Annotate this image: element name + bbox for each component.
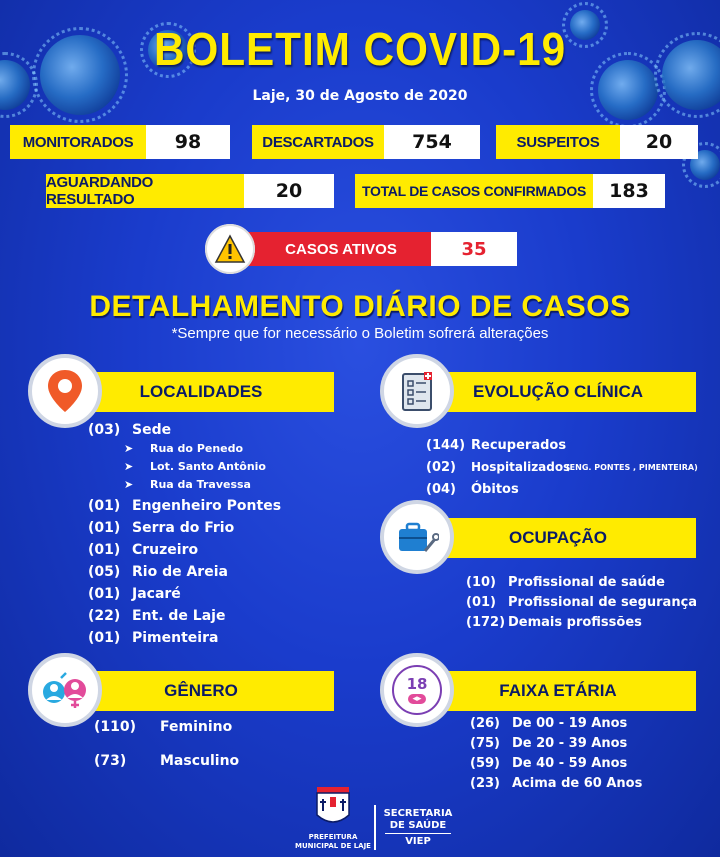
bullet-arrow-icon: ➤ [124, 460, 134, 473]
gender-icon [28, 653, 102, 727]
stat-label: CASOS ATIVOS [241, 232, 431, 266]
prefeitura-label: PREFEITURA [308, 833, 358, 841]
street-item: Lot. Santo Antônio [150, 460, 266, 473]
bullet-arrow-icon: ➤ [124, 478, 134, 491]
list-item-name: Pimenteira [132, 630, 219, 646]
ocupacao-count: (01) [466, 595, 496, 610]
stat-label: MONITORADOS [10, 125, 146, 159]
secretaria-label: DE SAÚDE [389, 820, 447, 831]
stat-value: 754 [384, 125, 480, 159]
stat-value: 183 [593, 174, 665, 208]
list-item-count: (22) [88, 608, 121, 624]
footer-divider [374, 805, 376, 850]
faixa-count: (75) [470, 736, 500, 751]
detail-subtitle: *Sempre que for necessário o Boletim sofrerá alterações [171, 325, 549, 342]
localidades-title: LOCALIDADES [68, 372, 334, 412]
list-item-count: (01) [88, 542, 121, 558]
prefeitura-logo [313, 787, 353, 831]
toolbox-icon [380, 500, 454, 574]
genero-count: (110) [94, 719, 137, 735]
stat-descartados [252, 125, 480, 159]
faixa-count: (26) [470, 716, 500, 731]
evolucao-count: (144) [426, 438, 466, 453]
arrows-icon: ◂▸ [408, 694, 425, 704]
stat-monitorados [10, 125, 230, 159]
faixa-name: De 40 - 59 Anos [512, 756, 628, 771]
list-item-name: Cruzeiro [132, 542, 199, 558]
stat-value: 20 [620, 125, 698, 159]
location-pin-icon [28, 354, 102, 428]
localidades-header [28, 368, 334, 408]
list-item-name: Rio de Areia [132, 564, 228, 580]
stat-value: 20 [244, 174, 334, 208]
ocupacao-name: Profissional de segurança [508, 595, 698, 610]
ocupacao-name: Demais profissões [508, 615, 642, 630]
footer-divider [385, 833, 451, 834]
ocupacao-count: (172) [466, 615, 506, 630]
stat-casos-ativos [205, 224, 517, 274]
page-title: BOLETIM COVID-19 [153, 23, 567, 75]
genero-name: Feminino [160, 719, 233, 735]
stat-label: DESCARTADOS [252, 125, 384, 159]
faixa-name: De 00 - 19 Anos [512, 716, 628, 731]
bulletin-date: Laje, 30 de Agosto de 2020 [252, 88, 468, 104]
secretaria-label: VIEP [405, 836, 431, 847]
stat-confirmados [355, 174, 665, 208]
faixa-title: FAIXA ETÁRIA [420, 671, 696, 711]
list-item-name: Engenheiro Pontes [132, 498, 282, 514]
street-item: Rua da Travessa [150, 478, 251, 491]
list-item-name: Ent. de Laje [132, 608, 226, 624]
clipboard-checklist-icon [380, 354, 454, 428]
evolucao-name: Óbitos [471, 482, 519, 497]
list-item-count: (03) [88, 422, 121, 438]
stat-value: 35 [431, 232, 517, 266]
detail-title: DETALHAMENTO DIÁRIO DE CASOS [89, 290, 631, 323]
stat-label: SUSPEITOS [496, 125, 620, 159]
age-badge-text: 18 [406, 674, 428, 693]
warning-icon [205, 224, 255, 274]
evolucao-name: Hospitalizados [471, 460, 571, 474]
list-item-name: Serra do Frio [132, 520, 235, 536]
prefeitura-label: MUNICIPAL DE LAJE [295, 842, 371, 850]
ocupacao-header [380, 514, 696, 554]
genero-count: (73) [94, 753, 127, 769]
list-item-name: Jacaré [132, 586, 181, 602]
evolucao-note: (ENG. PONTES , PIMENTEIRA) [566, 463, 698, 472]
faixa-name: De 20 - 39 Anos [512, 736, 628, 751]
ocupacao-name: Profissional de saúde [508, 575, 665, 590]
list-item-count: (01) [88, 630, 121, 646]
ocupacao-count: (10) [466, 575, 496, 590]
genero-header [28, 667, 334, 707]
faixa-header [380, 667, 696, 707]
secretaria-label: SECRETARIA [383, 808, 453, 819]
bullet-arrow-icon: ➤ [124, 442, 134, 455]
list-item-count: (01) [88, 498, 121, 514]
faixa-count: (59) [470, 756, 500, 771]
evolucao-title: EVOLUÇÃO CLÍNICA [420, 372, 696, 412]
stat-suspeitos [496, 125, 698, 159]
list-item-count: (05) [88, 564, 121, 580]
genero-title: GÊNERO [68, 671, 334, 711]
evolucao-count: (04) [426, 482, 456, 497]
evolucao-name: Recuperados [471, 438, 567, 453]
stat-aguardando [46, 174, 334, 208]
age-18-icon [380, 653, 454, 727]
list-item-count: (01) [88, 586, 121, 602]
ocupacao-title: OCUPAÇÃO [420, 518, 696, 558]
list-item-count: (01) [88, 520, 121, 536]
evolucao-header [380, 368, 696, 408]
faixa-name: Acima de 60 Anos [512, 776, 643, 791]
list-item-name: Sede [132, 422, 172, 438]
stat-label: AGUARDANDO RESULTADO [46, 174, 244, 208]
stat-label: TOTAL DE CASOS CONFIRMADOS [355, 174, 593, 208]
street-item: Rua do Penedo [150, 442, 244, 455]
stat-value: 98 [146, 125, 230, 159]
evolucao-count: (02) [426, 460, 456, 475]
faixa-count: (23) [470, 776, 500, 791]
genero-name: Masculino [160, 753, 240, 769]
